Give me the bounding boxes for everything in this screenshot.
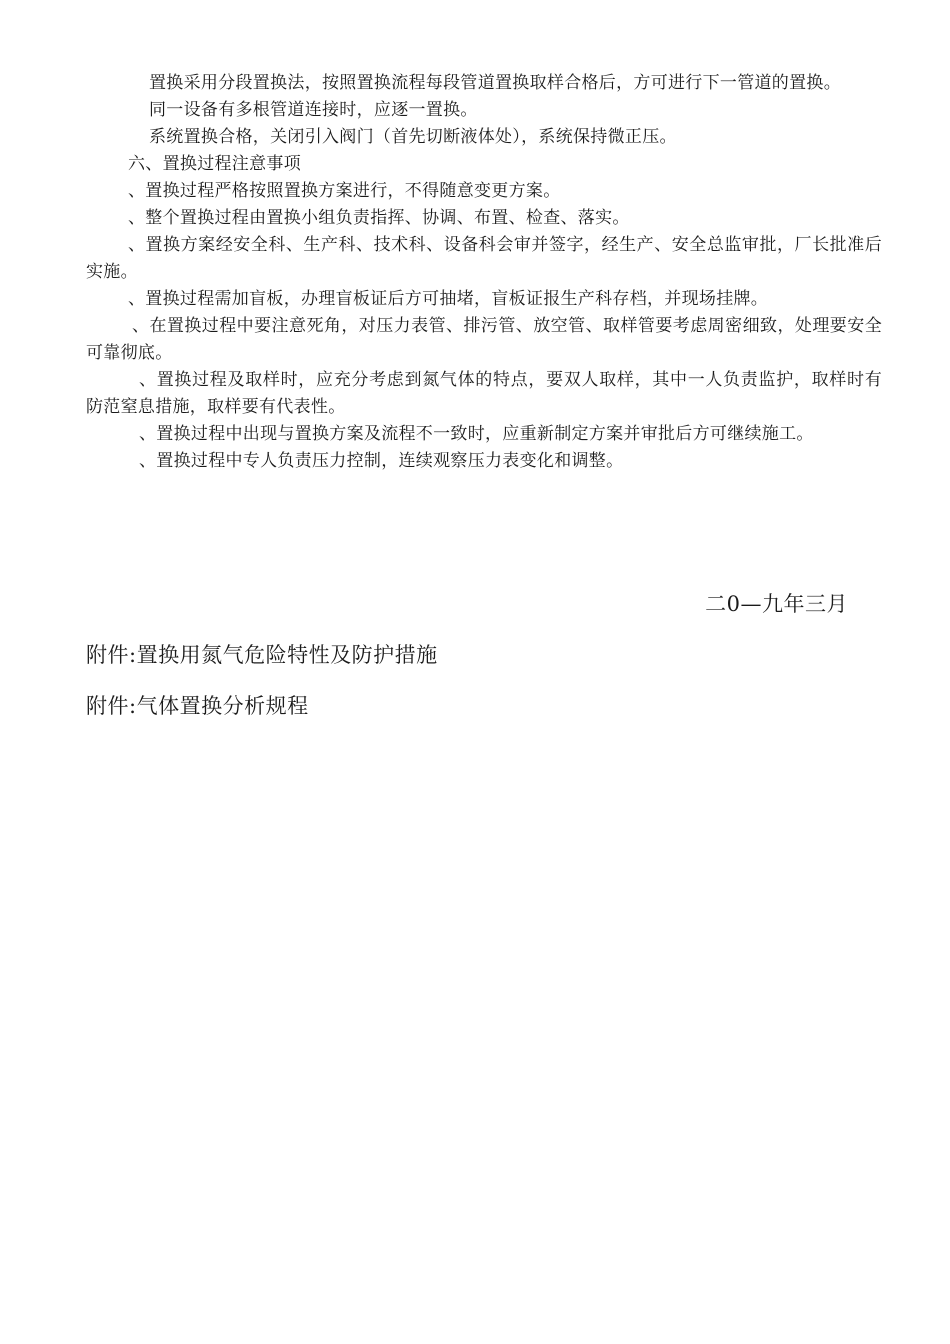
paragraph-multiple-pipes: 同一设备有多根管道连接时，应逐一置换。 [149,100,478,120]
document-date: 二0—九年三月 [705,592,848,616]
list-item: 、整个置换过程由置换小组负责指挥、协调、布置、检查、落实。 [128,208,630,228]
list-item: 、置换过程需加盲板，办理盲板证后方可抽堵，盲板证报生产科存档，并现场挂牌。 [128,289,769,309]
list-item: 、在置换过程中要注意死角，对压力表管、排污管、放空管、取样管要考虑周密细致，处理要安全可靠彻底。 [86,316,882,363]
attachment-line: 附件:置换用氮气危险特性及防护措施 [86,643,438,667]
list-item: 、置换过程中出现与置换方案及流程不一致时，应重新制定方案并审批后方可继续施工。 [139,424,814,444]
attachment-line: 附件:气体置换分析规程 [86,694,309,718]
paragraph-segmented-replacement: 置换采用分段置换法，按照置换流程每段管道置换取样合格后，方可进行下一管道的置换。 [149,73,841,93]
list-item: 、置换过程及取样时，应充分考虑到氮气体的特点，要双人取样，其中一人负责监护，取样时有防范窒息措施，取样要有代表性。 [86,370,882,417]
list-item: 、置换过程中专人负责压力控制，连续观察压力表变化和调整。 [139,451,624,471]
document-body [86,70,882,475]
section-heading: 六、置换过程注意事项 [128,154,301,174]
paragraph-system-pressure: 系统置换合格，关闭引入阀门（首先切断液体处），系统保持微正压。 [149,127,677,147]
list-item: 、置换方案经安全科、生产科、技术科、设备科会审并签字，经生产、安全总监审批，厂长批准后实施。 [86,235,882,282]
list-item: 、置换过程严格按照置换方案进行，不得随意变更方案。 [128,181,561,201]
